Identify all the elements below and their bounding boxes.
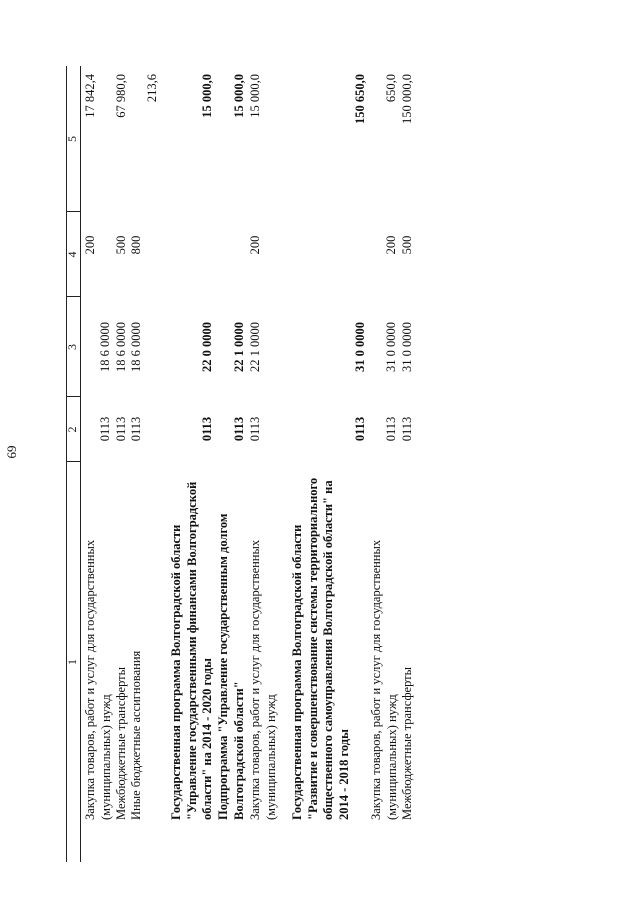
budget-table [66,66,516,862]
row-section: 0113 [353,416,367,442]
row-section: 0113 [129,416,143,442]
row-name: Закупка товаров, работ и услуг для государственных (муниципальных) нужд [248,539,278,820]
row-amount: 15 000,0 [200,74,214,118]
row-name: Межбюджетные трансферты [114,666,128,820]
header-col-2: 2 [65,426,79,433]
row-section: 0113 [114,416,128,442]
header-col-1: 1 [65,659,79,665]
page-number: 69 [4,445,19,459]
row-section: 0113 [384,416,398,442]
row-name: Закупка товаров, работ и услуг для государственных (муниципальных) нужд [369,539,399,820]
row-type: 200 [248,235,262,255]
row-amount: 150 000,0 [400,74,414,124]
row-amount: 15 000,0 [232,74,246,118]
header-col-4: 4 [65,251,79,258]
row-target: 22 0 0000 [200,322,214,372]
row-type: 200 [83,235,97,255]
row-target: 18 6 0000 [114,322,128,372]
row-name: Государственная программа Волгоградской области "Управление государственными финансами Волгоградской области" на 2014 - 2020 годы [169,481,214,820]
row-section: 0113 [400,416,414,442]
row-section: 0113 [232,416,246,442]
row-target: 18 6 0000 [129,322,143,372]
row-type: 200 [384,235,398,255]
row-target: 31 0 0000 [353,322,367,372]
header-bottom-border [80,66,81,862]
row-amount: 650,0 [384,74,398,103]
row-name: Подпрограмма "Управление государственным долгом Волгоградской области" [216,513,246,820]
row-amount: 67 980,0 [114,74,128,118]
row-section: 0113 [98,416,112,442]
row-target: 31 0 0000 [384,322,398,372]
row-type: 500 [400,235,414,255]
row-target: 22 1 0000 [232,322,246,372]
row-section: 0113 [200,416,214,442]
row-target: 22 1 0000 [248,322,262,372]
row-amount: 15 000,0 [248,74,262,118]
row-name: Иные бюджетные ассигнования [129,650,143,820]
row-type: 500 [114,235,128,255]
header-col-5: 5 [65,136,79,142]
header-col-3: 3 [65,344,79,350]
row-target: 18 6 0000 [98,322,112,372]
row-type: 800 [129,235,143,255]
row-amount: 17 842,4 [83,74,97,118]
row-name: Межбюджетные трансферты [400,666,414,820]
row-amount: 213,6 [145,74,159,103]
row-amount: 150 650,0 [353,74,367,124]
row-name: Закупка товаров, работ и услуг для государственных (муниципальных) нужд [83,539,113,820]
row-target: 31 0 0000 [400,322,414,372]
row-name: Государственная программа Волгоградской области "Развитие и совершенствование системы территориального общественного самоуправления Волгоградской области" на 2014 - 2018 годы [290,477,351,820]
row-section: 0113 [248,416,262,442]
